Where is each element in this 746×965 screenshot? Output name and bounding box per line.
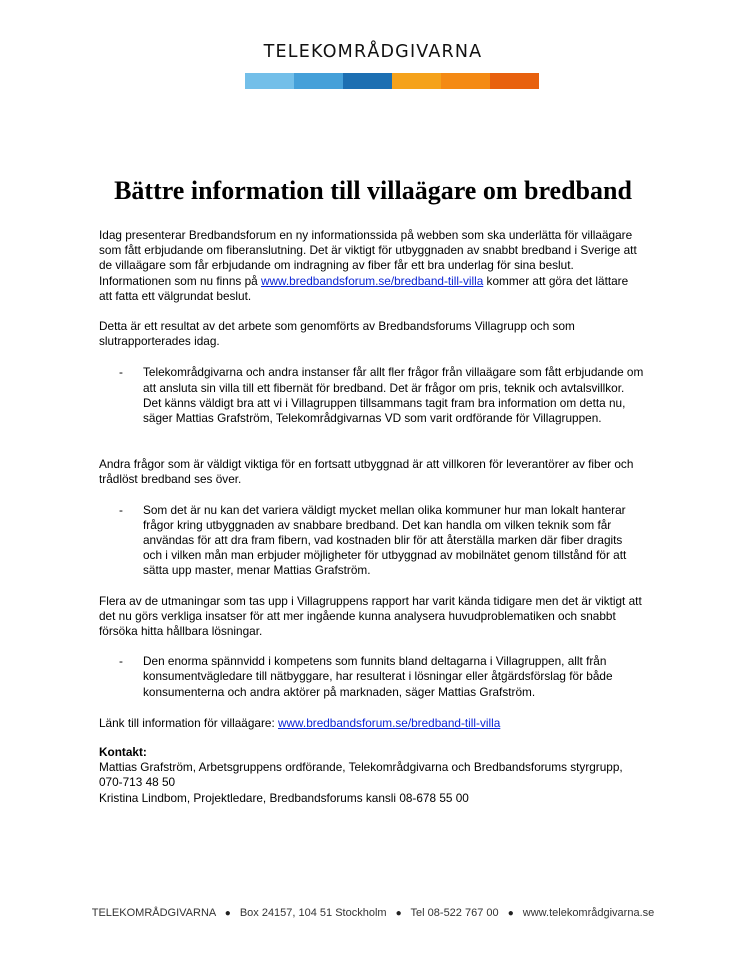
bredbandsforum-link[interactable]: www.bredbandsforum.se/bredband-till-villa: [260, 273, 484, 288]
logo-stripe-5: [441, 73, 490, 89]
info-link-label: Länk till information för villaägare:: [99, 715, 279, 730]
paragraph-intro-text-2: kommer att göra det lättare att fatta ett välgrundat beslut.: [99, 273, 629, 303]
quote-dash: -: [119, 365, 123, 380]
document-body: [99, 228, 644, 806]
logo-stripe-3: [343, 73, 392, 89]
quote-dash: -: [119, 654, 123, 669]
footer-website[interactable]: www.telekområdgivarna.se: [522, 907, 655, 919]
logo-stripe-4: [392, 73, 441, 89]
logo: [0, 42, 746, 62]
quote-text-3: Den enorma spännvidd i kompetens som funnits bland deltagarna i Villagruppen, allt från konsumentvägledare till nätbyggare, har resulterat i lösningar eller åtgärdsförslag för både konsumenterna och andra aktörer på marknaden, säger Mattias Grafström.: [143, 654, 613, 699]
logo-text: TELEKOMRÅDGIVARNA: [263, 42, 483, 62]
logo-stripe-1: [245, 73, 294, 89]
contact-line-2: Kristina Lindbom, Projektledare, Bredbandsforums kansli 08-678 55 00: [99, 790, 469, 805]
info-link-line: [99, 716, 644, 731]
paragraph-other-questions: Andra frågor som är väldigt viktiga för en fortsatt utbyggnad är att villkoren för leverantörer av fiber och trådlöst bredband ses över.: [99, 457, 634, 487]
quote-block-1: [99, 365, 644, 426]
quote-text-1: Telekområdgivarna och andra instanser får allt fler frågor från villaägare som fått erbjudande om att ansluta sin villa till ett fibernät för bredband. Det är frågor om pris, teknik och avtalsvillkor. Det känns väldigt bra att vi i Villagruppen tillsammans tagit fram bra information om detta nu, säger Mattias Grafström, Telekområdgivarnas VD som varit ordförande för Villagruppen.: [143, 365, 644, 426]
contact-line-1: Mattias Grafström, Arbetsgruppens ordförande, Telekområdgivarna och Bredbandsforums styrgrupp, 070-713 48 50: [99, 760, 623, 790]
logo-color-stripes: [245, 73, 539, 89]
quote-text-2: Som det är nu kan det variera väldigt mycket mellan olika kommuner hur man lokalt hanterar frågor kring utbyggnaden av snabbare bredband. Det kan handla om vilken teknik som får användas för att dra fram fibern, vad kostnaden blir för att återställa marken där fiber dragits och i vilken mån man erbjuder möjligheter för utbyggnad av mobilnätet genom tillstånd för att sätta upp master, menar Mattias Grafström.: [143, 502, 627, 578]
footer-org: TELEKOMRÅDGIVARNA: [91, 907, 216, 919]
bullet-icon: ●: [224, 908, 231, 919]
paragraph-intro-text-1: Idag presenterar Bredbandsforum en ny informationssida på webben som ska underlätta för villaägare som fått erbjudande om fiberanslutning. Det är viktigt för utbyggnaden av snabbt bredband i Sverige att de villaägare som får erbjudande om indragning av fiber får ett bra underlag för sina beslut. Informationen som nu finns på: [99, 228, 637, 288]
contact-heading: Kontakt:: [99, 745, 147, 760]
paragraph-intro: [99, 228, 644, 304]
paragraph-challenges: Flera av de utmaningar som tas upp i Villagruppens rapport har varit kända tidigare men det är viktigt att det nu görs verkliga insatser för att mer ingående kunna analysera huvudproblematiken och snabbt försöka hitta hållbara lösningar.: [99, 593, 642, 639]
quote-block-3: [99, 654, 644, 700]
quote-block-2: [99, 503, 644, 579]
page-footer: [0, 907, 746, 919]
document-title: Bättre information till villaägare om bredband: [114, 176, 632, 205]
bullet-icon: ●: [395, 908, 402, 919]
footer-phone: Tel 08-522 767 00: [410, 907, 499, 919]
paragraph-result: Detta är ett resultat av det arbete som genomförts av Bredbandsforums Villagrupp och som slutrapporterades idag.: [99, 319, 575, 349]
villa-info-link[interactable]: www.bredbandsforum.se/bredband-till-villa: [278, 715, 501, 730]
footer-address: Box 24157, 104 51 Stockholm: [239, 907, 387, 919]
quote-dash: -: [119, 502, 123, 517]
bullet-icon: ●: [507, 908, 514, 919]
logo-stripe-2: [294, 73, 343, 89]
logo-stripe-6: [490, 73, 539, 89]
